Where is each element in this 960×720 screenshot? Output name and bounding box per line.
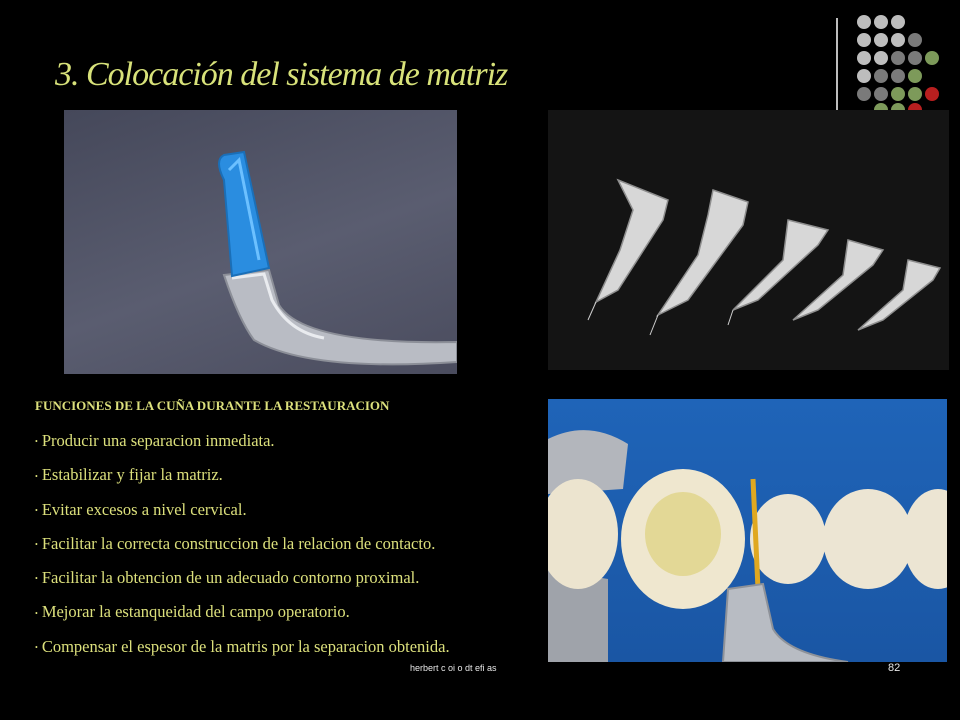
list-item: • Compensar el espesor de la matris por la separacion obtenida. <box>35 636 450 656</box>
slide-title: 3. Colocación del sistema de matriz <box>55 56 508 93</box>
list-item: • Facilitar la obtencion de un adecuado contorno proximal. <box>35 568 420 588</box>
instrument-photo <box>64 110 457 374</box>
footer-text: herbert c oi o dt efi as <box>410 663 497 673</box>
functions-list <box>35 424 595 664</box>
list-item: • Estabilizar y fijar la matriz. <box>35 465 223 485</box>
decorative-divider <box>836 18 838 110</box>
list-item: • Evitar excesos a nivel cervical. <box>35 499 247 519</box>
section-heading: FUNCIONES DE LA CUÑA DURANTE LA RESTAURACION <box>35 398 390 413</box>
page-number: 82 <box>888 662 901 674</box>
teeth-photo <box>548 399 947 662</box>
list-item: • Mejorar la estanqueidad del campo operatorio. <box>35 602 350 622</box>
wedges-photo <box>548 110 949 370</box>
list-item: • Producir una separacion inmediata. <box>35 431 275 450</box>
list-item: • Facilitar la correcta construccion de la relacion de contacto. <box>35 533 436 553</box>
